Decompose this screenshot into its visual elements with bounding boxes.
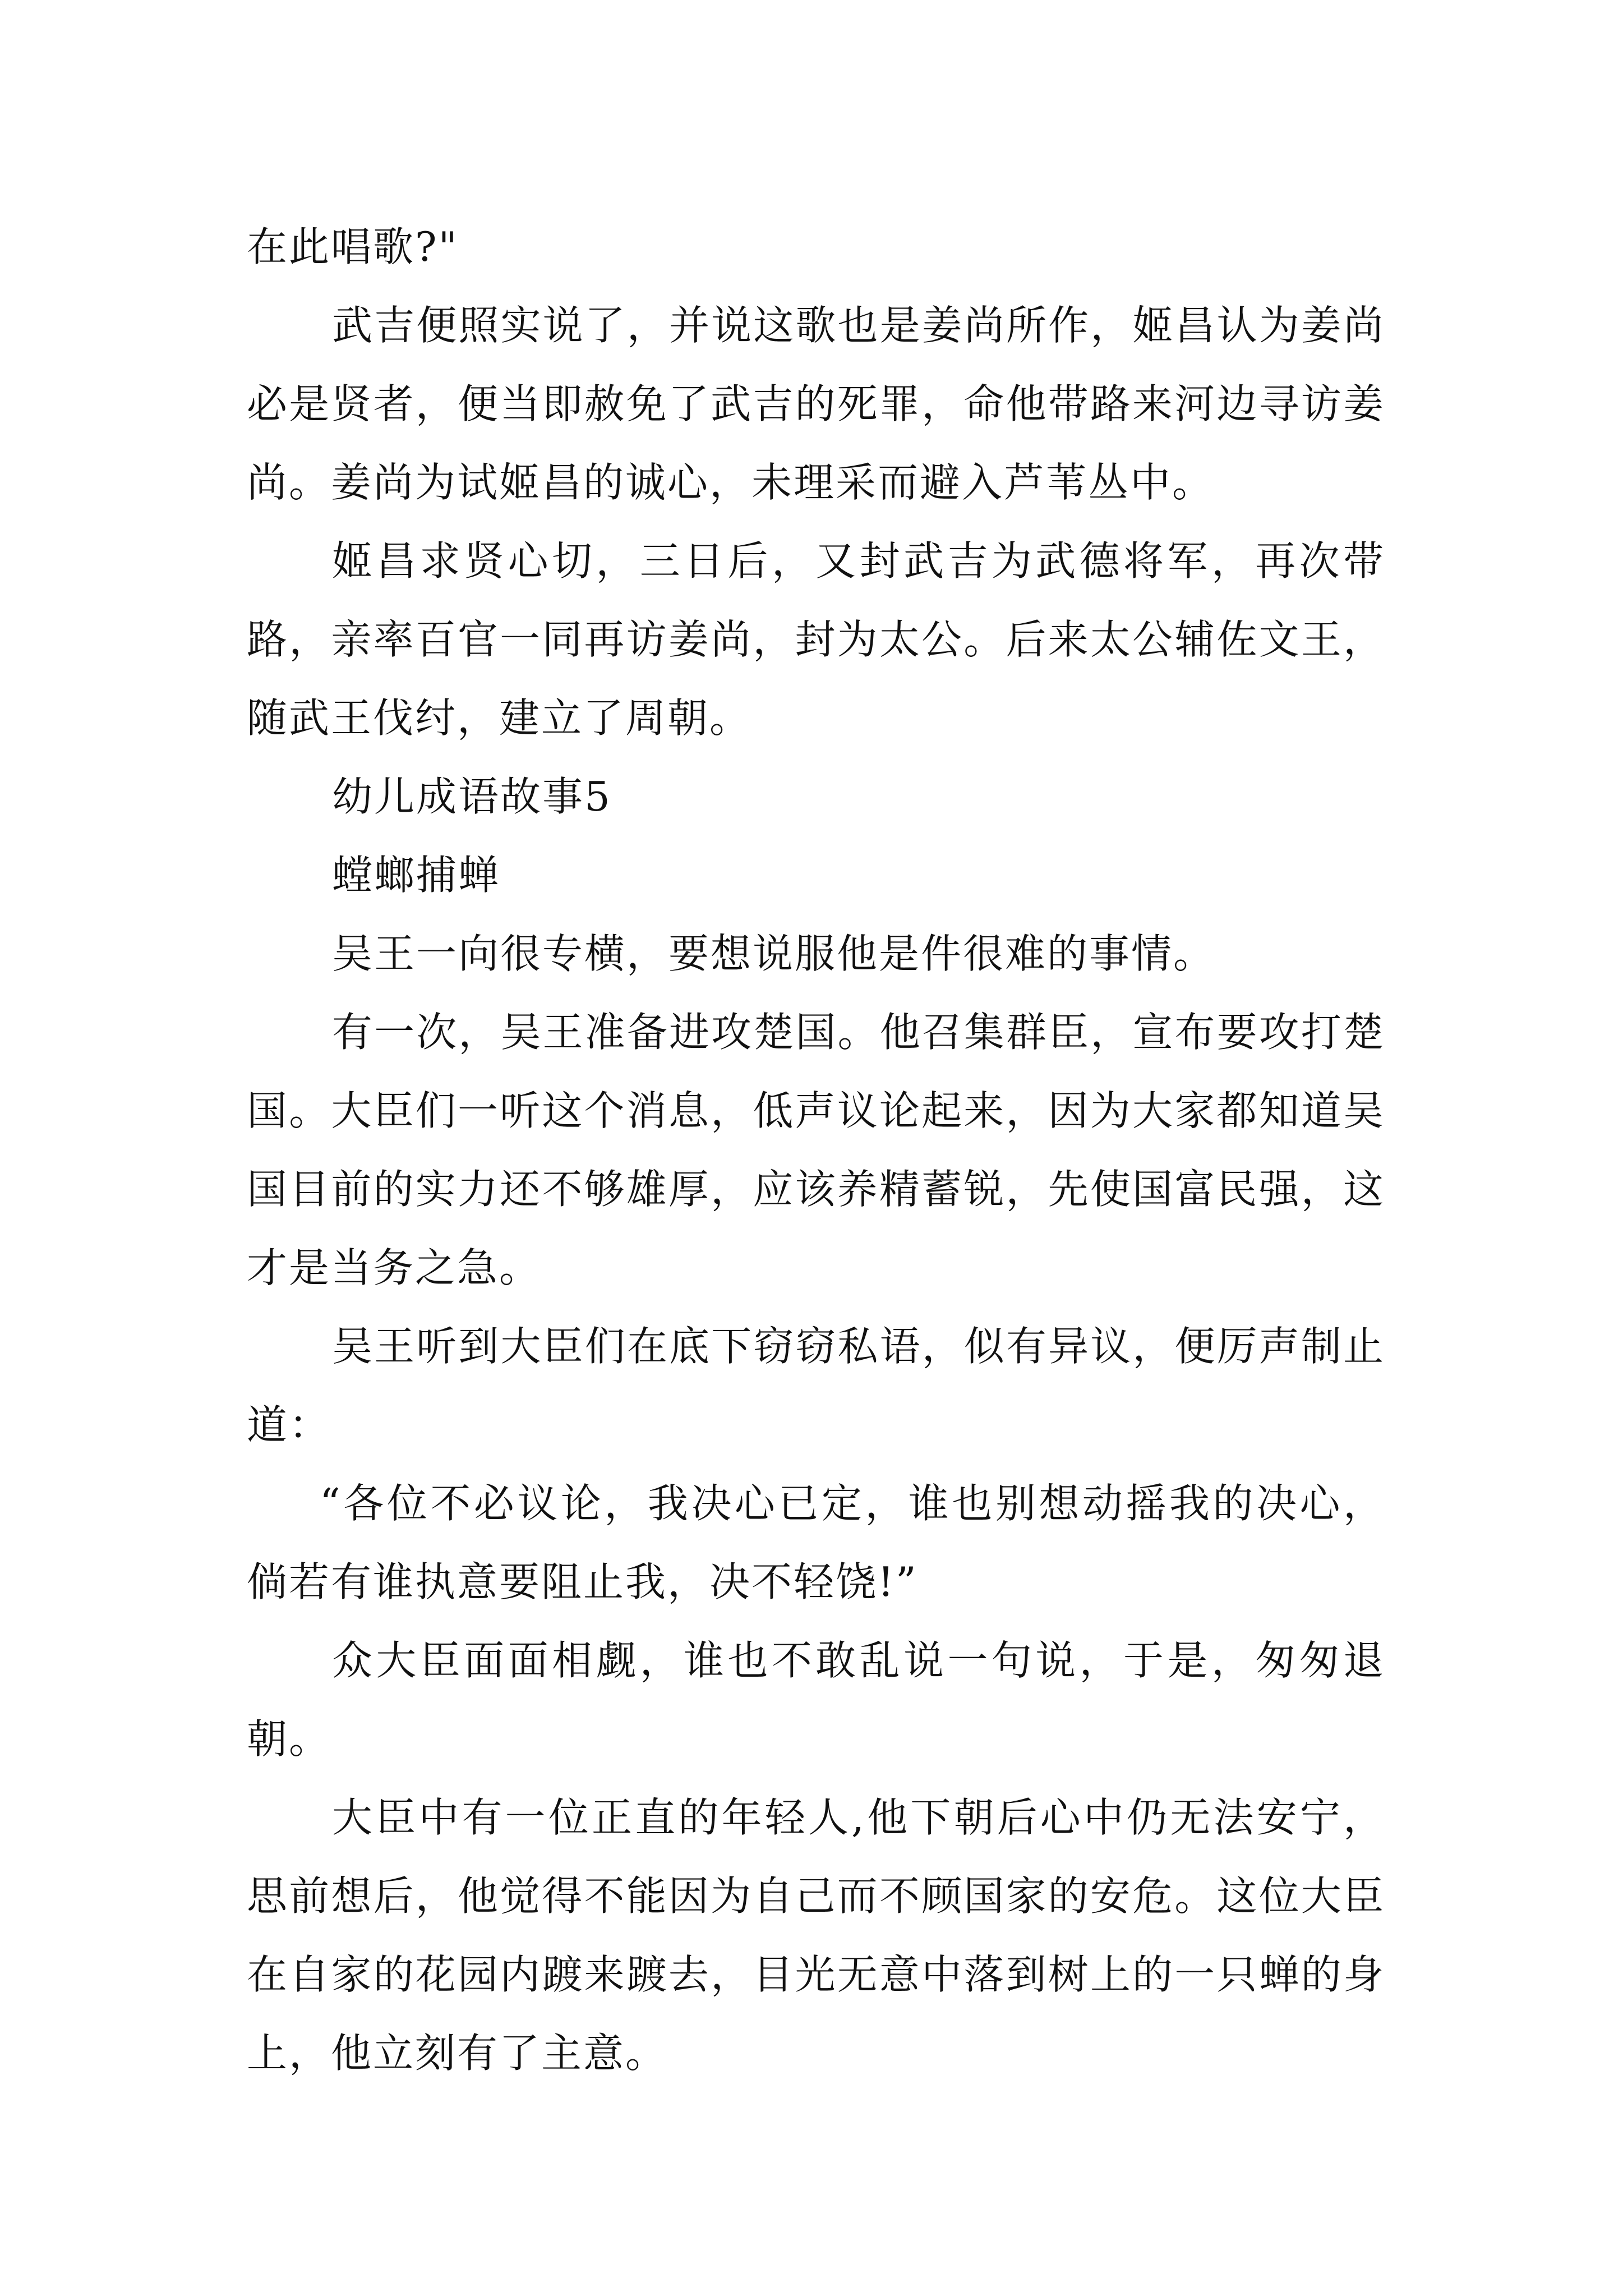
section-heading: 幼儿成语故事5	[332, 773, 612, 820]
paragraph-7-quote: “各位不必议论，我决心已定，谁也别想动摇我的决心，倘若有谁执意要阻止我，决不轻饶!”	[247, 1480, 1385, 1605]
paragraph-9: 大臣中有一位正直的年轻人,他下朝后心中仍无法安宁，思前想后，他觉得不能因为自己而不顾国家的安危。这位大臣在自家的花园内踱来踱去，目光无意中落到树上的一只蝉的身上，他立刻有了主意。	[247, 1794, 1385, 2077]
paragraph-6: 吴王听到大臣们在底下窃窃私语，似有异议，便厉声制止道：	[247, 1323, 1385, 1448]
paragraph-3: 姬昌求贤心切，三日后，又封武吉为武德将军，再次带路，亲率百官一同再访姜尚，封为太公。后来太公辅佐文王，随武王伐纣，建立了周朝。	[247, 537, 1385, 742]
paragraph-8: 众大臣面面相觑，谁也不敢乱说一句说，于是，匆匆退朝。	[247, 1637, 1385, 1763]
story-title: 螳螂捕蝉	[332, 852, 501, 899]
paragraph-2: 武吉便照实说了，并说这歌也是姜尚所作，姬昌认为姜尚必是贤者，便当即赦免了武吉的死罪，命他带路来河边寻访姜尚。姜尚为试姬昌的诚心，未理采而避入芦苇丛中。	[247, 302, 1385, 506]
paragraph-5: 有一次，吴王准备进攻楚国。他召集群臣，宣布要攻打楚国。大臣们一听这个消息，低声议论起来，因为大家都知道吴国目前的实力还不够雄厚，应该养精蓄锐，先使国富民强，这才是当务之急。	[247, 1009, 1385, 1291]
paragraph-4: 吴王一向很专横，要想说服他是件很难的事情。	[332, 930, 1216, 977]
paragraph-1: 在此唱歌?"	[247, 223, 459, 270]
